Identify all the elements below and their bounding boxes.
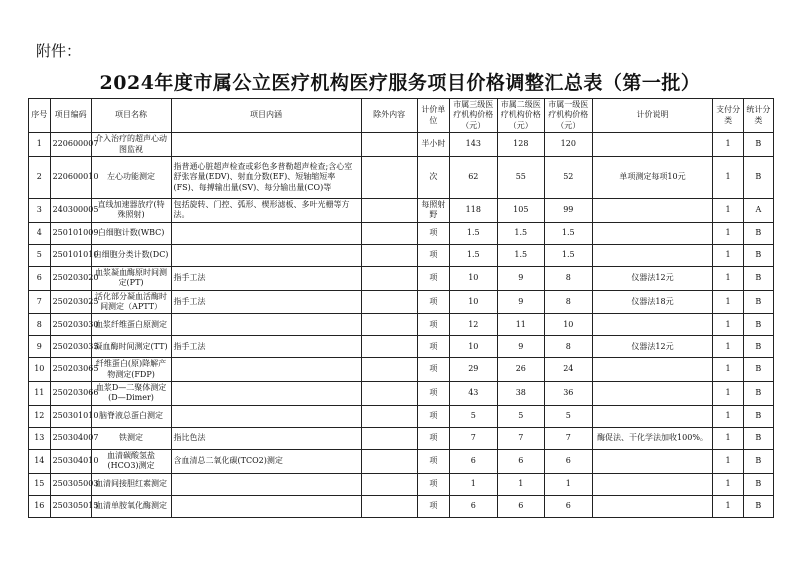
cell-stat-category: B <box>743 156 773 198</box>
table-row <box>29 449 774 473</box>
cell-content <box>171 133 361 157</box>
table-row <box>29 314 774 336</box>
cell-seq: 13 <box>29 427 51 449</box>
cell-exclusion <box>361 222 417 244</box>
cell-code: 250203035 <box>50 336 91 358</box>
table-row <box>29 473 774 495</box>
cell-unit: 项 <box>417 449 449 473</box>
cell-price-tier1: 99 <box>545 198 593 222</box>
cell-stat-category: B <box>743 314 773 336</box>
header-pricing-note: 计价说明 <box>592 99 713 133</box>
header-content: 项目内涵 <box>171 99 361 133</box>
cell-payment-category: 1 <box>713 358 743 382</box>
cell-content: 指比色法 <box>171 427 361 449</box>
cell-price-tier2: 128 <box>497 133 545 157</box>
cell-price-tier3: 29 <box>450 358 498 382</box>
cell-payment-category: 1 <box>713 336 743 358</box>
header-price-tier2: 市属二级医疗机构价格（元） <box>497 99 545 133</box>
cell-price-tier2: 5 <box>497 405 545 427</box>
cell-stat-category: B <box>743 133 773 157</box>
cell-code: 250305003 <box>50 473 91 495</box>
table-row <box>29 290 774 314</box>
cell-pricing-note <box>592 358 713 382</box>
cell-pricing-note: 仪器法12元 <box>592 266 713 290</box>
cell-payment-category: 1 <box>713 198 743 222</box>
cell-unit: 次 <box>417 156 449 198</box>
cell-seq: 4 <box>29 222 51 244</box>
cell-code: 220600007 <box>50 133 91 157</box>
cell-stat-category: A <box>743 198 773 222</box>
cell-price-tier3: 43 <box>450 382 498 406</box>
cell-content <box>171 495 361 517</box>
cell-exclusion <box>361 405 417 427</box>
cell-exclusion <box>361 427 417 449</box>
cell-pricing-note <box>592 314 713 336</box>
cell-name: 介入治疗的超声心动图监视 <box>91 133 171 157</box>
cell-payment-category: 1 <box>713 405 743 427</box>
cell-exclusion <box>361 449 417 473</box>
cell-name: 凝血酶时间测定(TT) <box>91 336 171 358</box>
cell-price-tier3: 12 <box>450 314 498 336</box>
cell-price-tier1: 8 <box>545 266 593 290</box>
cell-unit: 项 <box>417 266 449 290</box>
cell-seq: 5 <box>29 244 51 266</box>
cell-name: 纤维蛋白(原)降解产物测定(FDP) <box>91 358 171 382</box>
cell-content: 指手工法 <box>171 336 361 358</box>
cell-stat-category: B <box>743 290 773 314</box>
cell-seq: 10 <box>29 358 51 382</box>
cell-name: 血浆纤维蛋白原测定 <box>91 314 171 336</box>
cell-name: 血浆凝血酶原时间测定(PT) <box>91 266 171 290</box>
cell-code: 250301010 <box>50 405 91 427</box>
cell-price-tier3: 6 <box>450 449 498 473</box>
cell-code: 250101010 <box>50 244 91 266</box>
cell-pricing-note <box>592 405 713 427</box>
cell-payment-category: 1 <box>713 133 743 157</box>
cell-code: 250203065 <box>50 358 91 382</box>
table-row <box>29 266 774 290</box>
cell-content <box>171 222 361 244</box>
cell-payment-category: 1 <box>713 314 743 336</box>
table-row <box>29 495 774 517</box>
cell-exclusion <box>361 244 417 266</box>
cell-pricing-note: 仪器法18元 <box>592 290 713 314</box>
cell-unit: 项 <box>417 358 449 382</box>
cell-payment-category: 1 <box>713 449 743 473</box>
cell-stat-category: B <box>743 449 773 473</box>
cell-price-tier2: 6 <box>497 495 545 517</box>
cell-name: 直线加速器放疗(特殊照射) <box>91 198 171 222</box>
cell-seq: 9 <box>29 336 51 358</box>
cell-stat-category: B <box>743 473 773 495</box>
cell-name: 白细胞分类计数(DC) <box>91 244 171 266</box>
cell-code: 220600010 <box>50 156 91 198</box>
table-header-row <box>29 99 774 133</box>
cell-unit: 项 <box>417 405 449 427</box>
cell-unit: 项 <box>417 336 449 358</box>
cell-payment-category: 1 <box>713 473 743 495</box>
cell-unit: 项 <box>417 290 449 314</box>
price-table <box>28 98 774 518</box>
cell-price-tier2: 9 <box>497 336 545 358</box>
cell-content <box>171 473 361 495</box>
cell-content <box>171 244 361 266</box>
table-row <box>29 427 774 449</box>
cell-price-tier3: 1 <box>450 473 498 495</box>
cell-exclusion <box>361 336 417 358</box>
cell-code: 250203066 <box>50 382 91 406</box>
cell-price-tier2: 26 <box>497 358 545 382</box>
header-price-tier1: 市属一级医疗机构价格（元） <box>545 99 593 133</box>
cell-price-tier1: 8 <box>545 336 593 358</box>
cell-content: 指手工法 <box>171 266 361 290</box>
cell-unit: 项 <box>417 314 449 336</box>
cell-stat-category: B <box>743 382 773 406</box>
cell-content: 指普通心脏超声检查或彩色多普勒超声检查;含心室舒张容量(EDV)、射血分数(EF)、短轴缩短率(FS)、每搏输出量(SV)、每分输出量(CO)等 <box>171 156 361 198</box>
cell-pricing-note <box>592 382 713 406</box>
table-row <box>29 244 774 266</box>
cell-exclusion <box>361 290 417 314</box>
cell-name: 血浆D—二聚体测定(D—Dimer) <box>91 382 171 406</box>
cell-price-tier3: 143 <box>450 133 498 157</box>
cell-code: 250304010 <box>50 449 91 473</box>
cell-price-tier1: 36 <box>545 382 593 406</box>
cell-price-tier1: 52 <box>545 156 593 198</box>
header-stat-category: 统计分类 <box>743 99 773 133</box>
table-row <box>29 336 774 358</box>
cell-price-tier2: 9 <box>497 266 545 290</box>
cell-seq: 1 <box>29 133 51 157</box>
cell-price-tier1: 7 <box>545 427 593 449</box>
cell-price-tier1: 120 <box>545 133 593 157</box>
cell-price-tier2: 7 <box>497 427 545 449</box>
cell-price-tier1: 10 <box>545 314 593 336</box>
cell-seq: 2 <box>29 156 51 198</box>
cell-seq: 15 <box>29 473 51 495</box>
cell-code: 250203025 <box>50 290 91 314</box>
cell-code: 240300005 <box>50 198 91 222</box>
cell-code: 250304007 <box>50 427 91 449</box>
cell-price-tier3: 62 <box>450 156 498 198</box>
header-exclusion: 除外内容 <box>361 99 417 133</box>
cell-name: 血清单胺氧化酶测定 <box>91 495 171 517</box>
cell-code: 250203030 <box>50 314 91 336</box>
cell-price-tier2: 1.5 <box>497 244 545 266</box>
cell-content: 包括旋转、门控、弧形、楔形滤板、多叶光栅等方法。 <box>171 198 361 222</box>
cell-pricing-note <box>592 473 713 495</box>
cell-price-tier1: 1.5 <box>545 222 593 244</box>
cell-price-tier1: 6 <box>545 495 593 517</box>
cell-price-tier1: 6 <box>545 449 593 473</box>
cell-pricing-note <box>592 198 713 222</box>
cell-content: 含血清总二氧化碳(TCO2)测定 <box>171 449 361 473</box>
cell-name: 左心功能测定 <box>91 156 171 198</box>
cell-payment-category: 1 <box>713 290 743 314</box>
cell-pricing-note: 酶促法、干化学法加收100%。 <box>592 427 713 449</box>
cell-code: 250101009 <box>50 222 91 244</box>
cell-price-tier2: 9 <box>497 290 545 314</box>
header-price-tier3: 市属三级医疗机构价格（元） <box>450 99 498 133</box>
cell-stat-category: B <box>743 358 773 382</box>
table-row <box>29 156 774 198</box>
cell-content: 指手工法 <box>171 290 361 314</box>
cell-seq: 6 <box>29 266 51 290</box>
cell-price-tier3: 7 <box>450 427 498 449</box>
cell-content <box>171 358 361 382</box>
cell-pricing-note <box>592 222 713 244</box>
cell-price-tier3: 10 <box>450 266 498 290</box>
cell-price-tier3: 5 <box>450 405 498 427</box>
cell-price-tier2: 55 <box>497 156 545 198</box>
cell-unit: 项 <box>417 495 449 517</box>
cell-code: 250203020 <box>50 266 91 290</box>
cell-price-tier3: 6 <box>450 495 498 517</box>
cell-stat-category: B <box>743 244 773 266</box>
table-row <box>29 133 774 157</box>
cell-content <box>171 405 361 427</box>
cell-seq: 16 <box>29 495 51 517</box>
cell-price-tier2: 6 <box>497 449 545 473</box>
cell-price-tier3: 10 <box>450 336 498 358</box>
cell-name: 活化部分凝血活酶时间测定（APTT） <box>91 290 171 314</box>
cell-seq: 11 <box>29 382 51 406</box>
table-row <box>29 198 774 222</box>
cell-price-tier1: 1 <box>545 473 593 495</box>
cell-stat-category: B <box>743 495 773 517</box>
attachment-label: 附件： <box>36 42 82 60</box>
cell-stat-category: B <box>743 336 773 358</box>
cell-price-tier1: 8 <box>545 290 593 314</box>
cell-stat-category: B <box>743 266 773 290</box>
page-title: 2024年度市属公立医疗机构医疗服务项目价格调整汇总表（第一批） <box>99 72 701 94</box>
cell-pricing-note <box>592 133 713 157</box>
cell-stat-category: B <box>743 405 773 427</box>
cell-exclusion <box>361 266 417 290</box>
header-unit: 计价单位 <box>417 99 449 133</box>
cell-pricing-note <box>592 495 713 517</box>
cell-unit: 项 <box>417 427 449 449</box>
cell-price-tier1: 1.5 <box>545 244 593 266</box>
cell-seq: 7 <box>29 290 51 314</box>
header-name: 项目名称 <box>91 99 171 133</box>
header-seq: 序号 <box>29 99 51 133</box>
cell-price-tier3: 1.5 <box>450 244 498 266</box>
cell-seq: 14 <box>29 449 51 473</box>
cell-pricing-note: 仪器法12元 <box>592 336 713 358</box>
cell-payment-category: 1 <box>713 156 743 198</box>
cell-price-tier3: 118 <box>450 198 498 222</box>
cell-name: 铁测定 <box>91 427 171 449</box>
cell-price-tier2: 38 <box>497 382 545 406</box>
cell-exclusion <box>361 198 417 222</box>
cell-exclusion <box>361 314 417 336</box>
cell-content <box>171 314 361 336</box>
cell-seq: 12 <box>29 405 51 427</box>
cell-price-tier1: 5 <box>545 405 593 427</box>
cell-name: 血清碳酸氢盐(HCO3)测定 <box>91 449 171 473</box>
table-row <box>29 382 774 406</box>
cell-payment-category: 1 <box>713 382 743 406</box>
cell-seq: 3 <box>29 198 51 222</box>
cell-payment-category: 1 <box>713 427 743 449</box>
cell-name: 白细胞计数(WBC) <box>91 222 171 244</box>
table-row <box>29 358 774 382</box>
cell-pricing-note <box>592 449 713 473</box>
cell-unit: 项 <box>417 222 449 244</box>
cell-price-tier2: 1.5 <box>497 222 545 244</box>
cell-price-tier1: 24 <box>545 358 593 382</box>
cell-exclusion <box>361 382 417 406</box>
cell-payment-category: 1 <box>713 495 743 517</box>
cell-exclusion <box>361 473 417 495</box>
cell-name: 脑脊液总蛋白测定 <box>91 405 171 427</box>
cell-exclusion <box>361 358 417 382</box>
cell-unit: 每照射野 <box>417 198 449 222</box>
cell-stat-category: B <box>743 427 773 449</box>
cell-stat-category: B <box>743 222 773 244</box>
cell-unit: 项 <box>417 382 449 406</box>
cell-pricing-note: 单项测定每项10元 <box>592 156 713 198</box>
cell-exclusion <box>361 495 417 517</box>
cell-payment-category: 1 <box>713 222 743 244</box>
cell-unit: 半小时 <box>417 133 449 157</box>
cell-exclusion <box>361 156 417 198</box>
cell-payment-category: 1 <box>713 244 743 266</box>
cell-price-tier3: 1.5 <box>450 222 498 244</box>
header-payment-category: 支付分类 <box>713 99 743 133</box>
cell-code: 250305015 <box>50 495 91 517</box>
cell-price-tier2: 1 <box>497 473 545 495</box>
cell-pricing-note <box>592 244 713 266</box>
cell-exclusion <box>361 133 417 157</box>
cell-unit: 项 <box>417 244 449 266</box>
header-code: 项目编码 <box>50 99 91 133</box>
cell-price-tier3: 10 <box>450 290 498 314</box>
cell-content <box>171 382 361 406</box>
table-row <box>29 222 774 244</box>
table-row <box>29 405 774 427</box>
cell-price-tier2: 11 <box>497 314 545 336</box>
cell-seq: 8 <box>29 314 51 336</box>
cell-unit: 项 <box>417 473 449 495</box>
cell-price-tier2: 105 <box>497 198 545 222</box>
cell-payment-category: 1 <box>713 266 743 290</box>
cell-name: 血清间接胆红素测定 <box>91 473 171 495</box>
